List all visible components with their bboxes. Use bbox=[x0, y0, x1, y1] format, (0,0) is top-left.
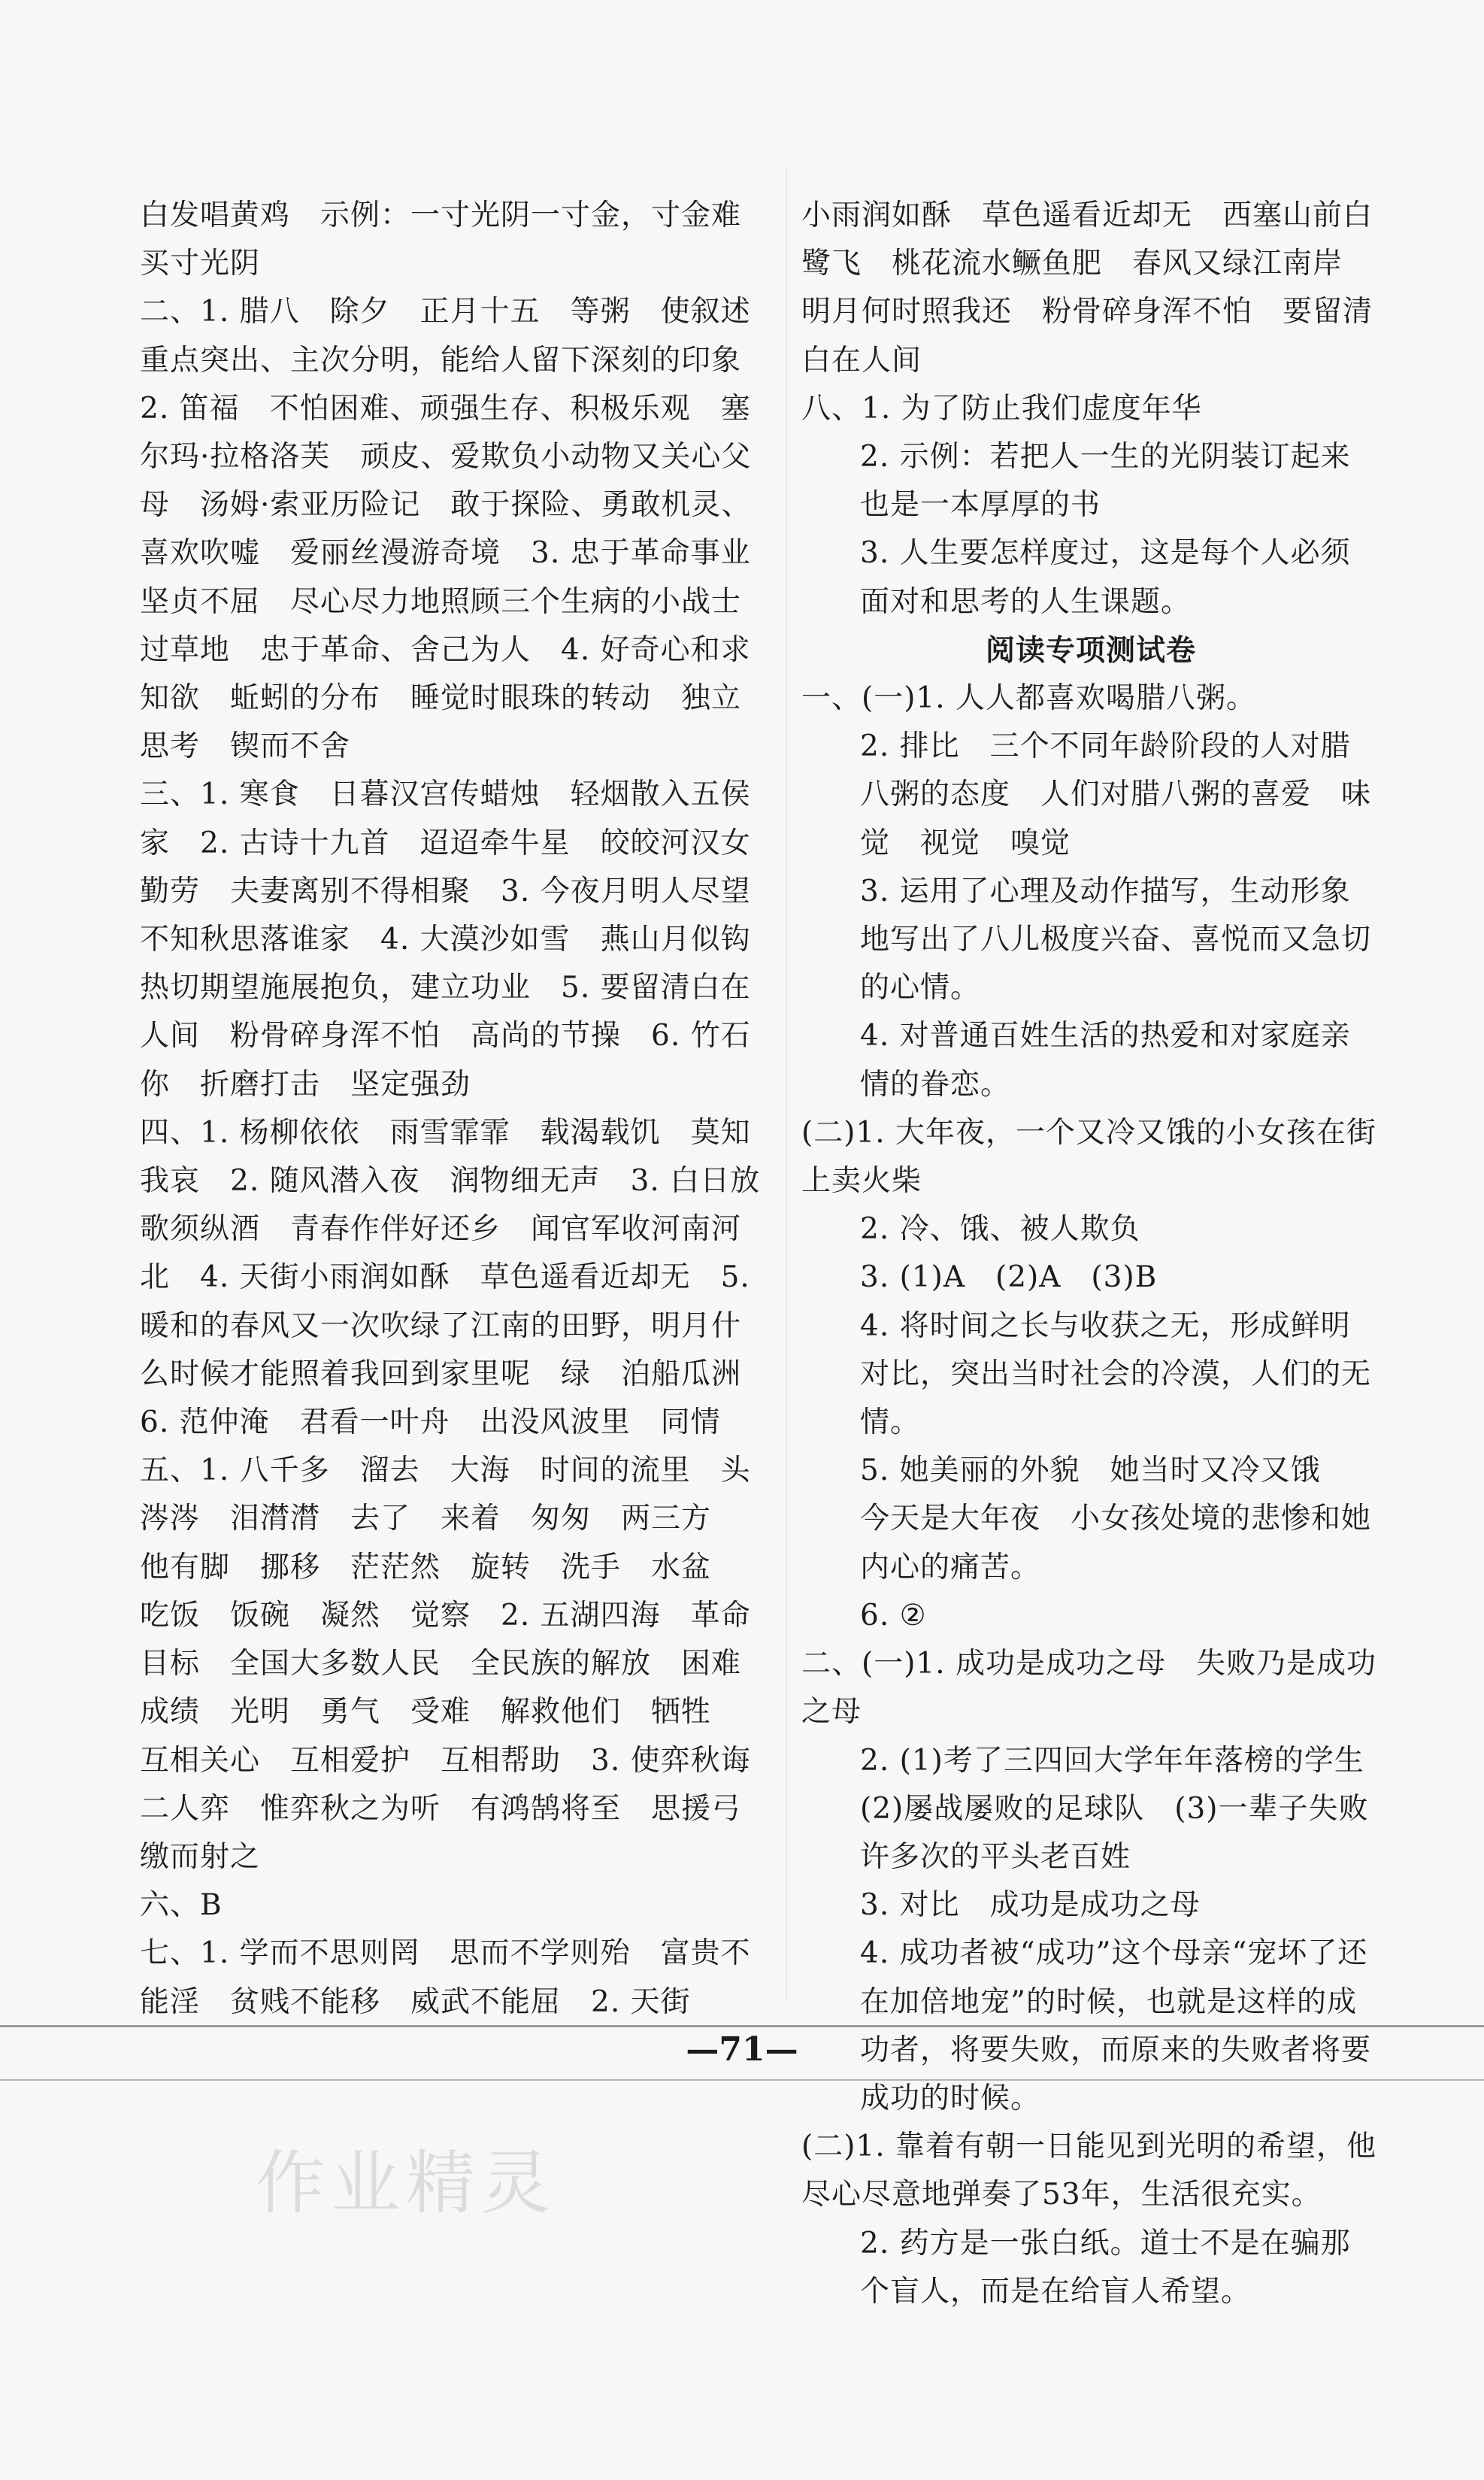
right-paragraph-16: 二、(一)1. 成功是成功之母 失败乃是成功之母 bbox=[801, 1647, 1377, 1730]
right-paragraph-20: (二)1. 靠着有朝一日能见到光明的希望，他尽心尽意地弹奏了53年，生活很充实。 bbox=[801, 2130, 1377, 2212]
right-paragraph-17: 2. (1)考了三四回大学年年落榜的学生 (2)屡战屡败的足球队 (3)一辈子失败许多次的平头老百姓 bbox=[860, 1743, 1395, 1874]
page-seam bbox=[786, 165, 787, 2000]
page-number: —71— bbox=[686, 2030, 798, 2069]
left-paragraph-1: 白发唱黄鸡 示例：一寸光阴一寸金，寸金难买寸光阴 bbox=[140, 199, 742, 281]
right-column bbox=[801, 192, 1395, 2316]
watermark: 作业精灵 bbox=[256, 2143, 557, 2224]
left-paragraph-2: 二、1. 腊八 除夕 正月十五 等粥 使叙述重点突出、主次分明，能给人留下深刻的印象 2. 笛福 不怕困难、顽强生存、积极乐观 塞尔玛·拉格洛芙 顽皮、爱欺负小动物又关心父母 汤姆·索亚历险记 敢于探险、勇敢机灵、喜欢吹嘘 爱丽丝漫游奇境 3. 忠于革命事业 坚贞不屈 尽心尽力地照顾三个生病的小战士过草地 忠于革命、舍己为人 4. 好奇心和求知欲 蚯蚓的分布 睡觉时眼珠的转动 独立思考 锲而不舍 bbox=[140, 295, 781, 764]
right-paragraph-14: 5. 她美丽的外貌 她当时又冷又饿 今天是大年夜 小女孩处境的悲惨和她内心的痛苦。 bbox=[860, 1454, 1372, 1584]
right-paragraph-6: 一、(一)1. 人人都喜欢喝腊八粥。 bbox=[801, 681, 1257, 716]
right-paragraph-10: (二)1. 大年夜，一个又冷又饿的小女孩在街上卖火柴 bbox=[801, 1115, 1377, 1199]
right-paragraph-11: 2. 冷、饿、被人欺负 bbox=[860, 1212, 1140, 1247]
footer-rule-bottom bbox=[0, 2079, 1484, 2081]
right-paragraph-8: 3. 运用了心理及动作描写，生动形象地写出了八儿极度兴奋、喜悦而又急切的心情。 bbox=[860, 874, 1372, 1005]
section-heading: 阅读专项测试卷 bbox=[985, 632, 1196, 668]
right-paragraph-12: 3. (1)A (2)A (3)B bbox=[860, 1260, 1158, 1295]
right-paragraph-3: 2. 示例：若把人一生的光阴装订起来也是一本厚厚的书 bbox=[860, 440, 1351, 523]
left-paragraph-5: 五、1. 八千多 溜去 大海 时间的流里 头涔涔 泪潸潸 去了 来着 匆匆 两三方 他有脚 挪移 茫茫然 旋转 洗手 水盆 吃饭 饭碗 凝然 觉察 2. 五湖四海 革命目标 全国大多数人民 全民族的解放 困难 成绩 光明 勇气 受难 解救他们 牺牲 互相关心 互相爱护 互相帮助 3. 使弈秋诲二人弈 惟弈秋之为听 有鸿鹄将至 思援弓缴而射之 bbox=[140, 1454, 772, 1874]
right-paragraph-19: 4. 成功者被“成功”这个母亲“宠坏了还在加倍地宠”的时候，也就是这样的成功者，将要失败，而原来的失败者将要成功的时候。 bbox=[860, 1936, 1372, 2115]
right-paragraph-1: 小雨润如酥 草色遥看近却无 西塞山前白鹭飞 桃花流水鳜鱼肥 春风又绿江南岸 明月何时照我还 粉骨碎身浑不怕 要留清白在人间 bbox=[801, 199, 1373, 377]
left-column bbox=[140, 192, 781, 2027]
left-paragraph-4: 四、1. 杨柳依依 雨雪霏霏 载渴载饥 莫知我哀 2. 随风潜入夜 润物细无声 3. 白日放歌须纵酒 青春作伴好还乡 闻官军收河南河北 4. 天街小雨润如酥 草色遥看近却无 5. 暖和的春风又一次吹绿了江南的田野，明月什么时候才能照着我回到家里呢 绿 泊船瓜洲 6. 范仲淹 君看一叶舟 出没风波里 同情 bbox=[140, 1115, 772, 1440]
right-paragraph-15: 6. ② bbox=[860, 1598, 927, 1633]
left-paragraph-7: 七、1. 学而不思则罔 思而不学则殆 富贵不能淫 贫贱不能移 威武不能屈 2. 天街 bbox=[140, 1936, 751, 2019]
right-paragraph-21: 2. 药方是一张白纸。道士不是在骗那个盲人，而是在给盲人希望。 bbox=[860, 2226, 1351, 2309]
left-paragraph-3: 三、1. 寒食 日暮汉宫传蜡烛 轻烟散入五侯家 2. 古诗十九首 迢迢牵牛星 皎皎河汉女 勤劳 夫妻离别不得相聚 3. 今夜月明人尽望 不知秋思落谁家 4. 大漠沙如雪 燕山月似钩 热切期望施展抱负，建立功业 5. 要留清白在人间 粉骨碎身浑不怕 高尚的节操 6. 竹石 你 折磨打击 坚定强劲 bbox=[140, 778, 781, 1102]
left-paragraph-6: 六、B bbox=[140, 1888, 223, 1923]
right-paragraph-2: 八、1. 为了防止我们虚度年华 bbox=[801, 391, 1202, 426]
right-paragraph-13: 4. 将时间之长与收获之无，形成鲜明对比，突出当时社会的冷漠，人们的无情。 bbox=[860, 1308, 1372, 1440]
right-paragraph-4: 3. 人生要怎样度过，这是每个人必须面对和思考的人生课题。 bbox=[860, 536, 1351, 619]
right-paragraph-9: 4. 对普通百姓生活的热爱和对家庭亲情的眷恋。 bbox=[860, 1019, 1351, 1102]
right-paragraph-7: 2. 排比 三个不同年龄阶段的人对腊八粥的态度 人们对腊八粥的喜爱 味觉 视觉 嗅觉 bbox=[860, 729, 1372, 860]
right-paragraph-18: 3. 对比 成功是成功之母 bbox=[860, 1888, 1201, 1923]
